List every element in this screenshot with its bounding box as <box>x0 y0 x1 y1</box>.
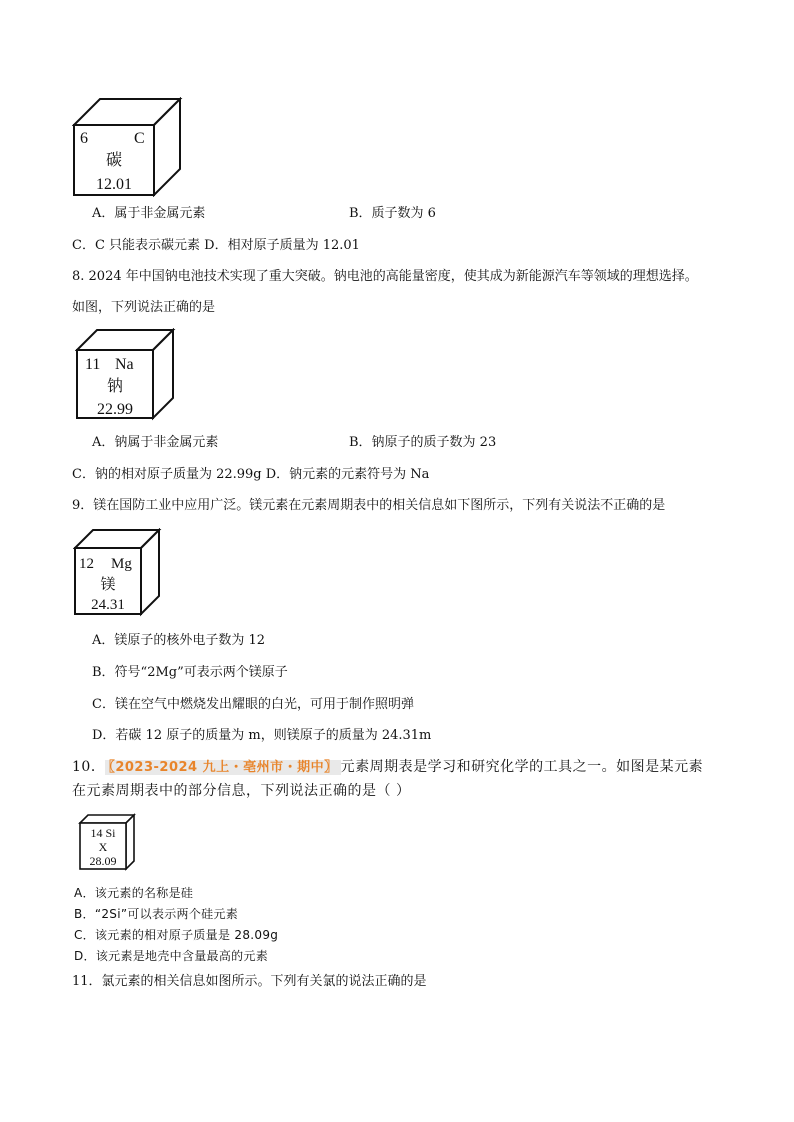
q8-option-a[interactable]: A．钠属于非金属元素 <box>92 435 219 450</box>
q9-option-a[interactable]: A．镁原子的核外电子数为 12 <box>92 633 266 648</box>
q10-option-d[interactable]: D．该元素是地壳中含量最高的元素 <box>74 949 269 963</box>
element-name: 镁 <box>100 577 116 593</box>
q10-stem-text: 元素周期表是学习和研究化学的工具之一。如图是某元素 <box>340 759 704 775</box>
element-name: 钠 <box>106 378 124 395</box>
element-number: 6 <box>80 130 88 147</box>
element-mass: 28.09 <box>89 854 117 868</box>
element-number: 11 <box>85 356 101 373</box>
q11-stem: 11．氯元素的相关信息如图所示。下列有关氯的说法正确的是 <box>72 974 427 989</box>
carbon-element-cube <box>72 97 184 197</box>
q10-option-c[interactable]: C．该元素的相对原子质量是 28.09g <box>74 928 279 942</box>
q8-stem-line2: 如图，下列说法正确的是 <box>72 300 216 315</box>
element-symbol: Mg <box>111 556 132 572</box>
element-name: X <box>98 840 108 854</box>
magnesium-element-cube <box>73 528 163 618</box>
element-mass: 12.01 <box>96 176 132 193</box>
q10-number: 10． <box>72 759 106 775</box>
q7-option-a[interactable]: A．属于非金属元素 <box>92 206 206 221</box>
q8-option-b[interactable]: B．钠原子的质子数为 23 <box>349 435 497 450</box>
q10-stem-line1 <box>72 757 703 778</box>
q9-option-b[interactable]: B．符号“2Mg”可表示两个镁原子 <box>92 665 288 680</box>
q9-option-c[interactable]: C．镁在空气中燃烧发出耀眼的白光，可用于制作照明弹 <box>92 697 414 712</box>
q8-option-cd[interactable]: C．钠的相对原子质量为 22.99g D．钠元素的元素符号为 Na <box>72 467 430 482</box>
element-mass: 24.31 <box>91 597 125 613</box>
q8-stem-line1: 8. 2024 年中国钠电池技术实现了重大突破。钠电池的高能量密度，使其成为新能源汽车等领域的理想选择。 <box>72 269 698 284</box>
element-number: 12 <box>79 556 94 572</box>
q9-option-d[interactable]: D．若碳 12 原子的质量为 m，则镁原子的质量为 24.31m <box>92 728 432 743</box>
q9-stem: 9．镁在国防工业中应用广泛。镁元素在元素周期表中的相关信息如下图所示，下列有关说法不正确的是 <box>72 498 666 513</box>
element-symbol: Na <box>115 356 134 373</box>
q10-stem-line2: 在元素周期表中的部分信息，下列说法正确的是（ ） <box>72 783 411 799</box>
q10-option-b[interactable]: B．“2Si”可以表示两个硅元素 <box>74 907 239 921</box>
source-tag: 〖2023-2024 九上・亳州市・期中〗 <box>105 760 340 775</box>
element-name: 碳 <box>105 152 123 169</box>
element-number-symbol: 14 Si <box>90 826 116 840</box>
q10-option-a[interactable]: A．该元素的名称是硅 <box>74 886 194 900</box>
silicon-element-cube <box>78 813 138 873</box>
sodium-element-cube <box>75 328 177 422</box>
q7-option-b[interactable]: B．质子数为 6 <box>349 206 436 221</box>
element-symbol: C <box>134 130 145 147</box>
q7-option-cd[interactable]: C．C 只能表示碳元素 D．相对原子质量为 12.01 <box>72 238 360 253</box>
element-mass: 22.99 <box>97 401 133 418</box>
